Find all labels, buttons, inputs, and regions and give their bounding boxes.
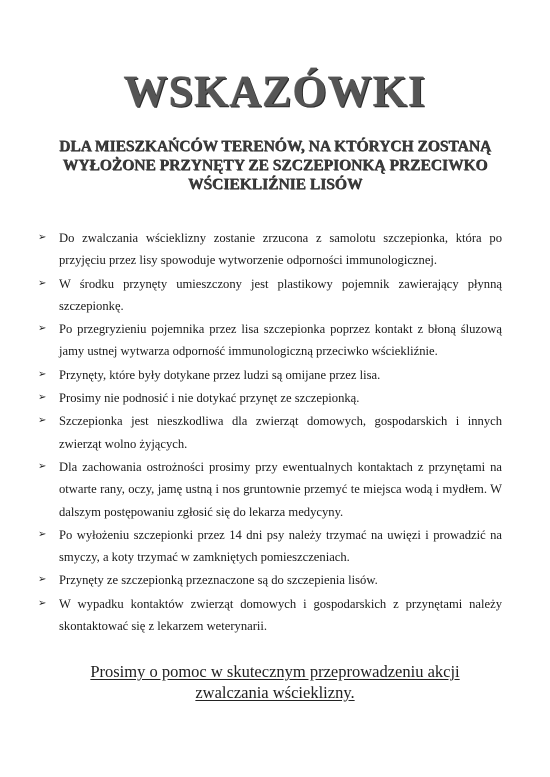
list-item-text: Po przegryzieniu pojemnika przez lisa szczepionka poprzez kontakt z błoną śluzową jamy ustnej wytwarza odporność immunologiczną przeciwko wściekliźnie.: [59, 322, 502, 359]
list-item: [38, 387, 502, 409]
list-item-text: Do zwalczania wścieklizny zostanie zrzucona z samolotu szczepionka, która po przyjęciu przez lisy spowoduje wytworzenie odporności immunologicznej.: [59, 231, 502, 268]
list-item-text: W wypadku kontaktów zwierząt domowych i gospodarskich z przynętami należy skontaktować się z lekarzem weterynarii.: [59, 596, 502, 634]
arrowhead-bullet-icon: ➢: [38, 460, 47, 472]
list-item: [38, 273, 502, 318]
list-item-text: Po wyłożeniu szczepionki przez 14 dni psy należy trzymać na uwięzi i prowadzić na smyczy, a koty trzymać w zamkniętych pomieszczeniach.: [59, 527, 502, 565]
list-item: [38, 593, 502, 638]
arrowhead-bullet-icon: ➢: [38, 232, 47, 243]
footer-appeal: [40, 661, 510, 703]
list-item: [38, 456, 502, 523]
list-item: [38, 318, 502, 363]
arrowhead-bullet-icon: ➢: [38, 392, 47, 404]
list-item-text: Szczepionka jest nieszkodliwa dla zwierząt domowych, gospodarskich i innych zwierząt wolno żyjących.: [59, 414, 502, 451]
footer-line: Prosimy o pomoc w skutecznym przeprowadzeniu akcji: [90, 662, 460, 681]
list-item: [38, 569, 502, 591]
arrowhead-bullet-icon: ➢: [38, 415, 47, 427]
instructions-list: [38, 227, 502, 638]
list-item-text: W środku przynęty umieszczony jest plastikowy pojemnik zawierający płynną szczepionkę.: [59, 276, 502, 313]
list-item-text: Przynęty, które były dotykane przez ludzi są omijane przez lisa.: [59, 367, 381, 382]
subtitle: [20, 137, 530, 194]
list-item: [38, 227, 502, 272]
arrowhead-bullet-icon: ➢: [38, 597, 47, 609]
footer-line: zwalczania wścieklizny.: [195, 683, 355, 702]
arrowhead-bullet-icon: ➢: [38, 528, 47, 540]
list-item-text: Dla zachowania ostrożności prosimy przy ewentualnych kontaktach z przynętami na otwarte rany, oczy, jamę ustną i nos gruntownie przemyć te miejsca wodą i mydłem. W dalszym postępowaniu zgłosić się do lekarza medycyny.: [59, 459, 502, 519]
page-title: WSKAZÓWKI: [123, 67, 427, 116]
arrowhead-bullet-icon: ➢: [38, 368, 47, 380]
list-item-text: Przynęty ze szczepionką przeznaczone są do szczepienia lisów.: [59, 573, 378, 588]
subtitle-line: WYŁOŻONE PRZYNĘTY ZE SZCZEPIONKĄ PRZECIWKO: [62, 157, 488, 174]
arrowhead-bullet-icon: ➢: [38, 277, 47, 289]
subtitle-line: DLA MIESZKAŃCÓW TERENÓW, NA KTÓRYCH ZOSTANĄ: [58, 138, 492, 155]
list-item-text: Prosimy nie podnosić i nie dotykać przynęt ze szczepionką.: [59, 391, 360, 406]
list-item: [38, 410, 502, 455]
list-item: [38, 364, 502, 386]
arrowhead-bullet-icon: ➢: [38, 574, 47, 586]
subtitle-line: WŚCIEKLIŹNIE LISÓW: [187, 176, 363, 193]
list-item: [38, 524, 502, 569]
arrowhead-bullet-icon: ➢: [38, 323, 47, 335]
